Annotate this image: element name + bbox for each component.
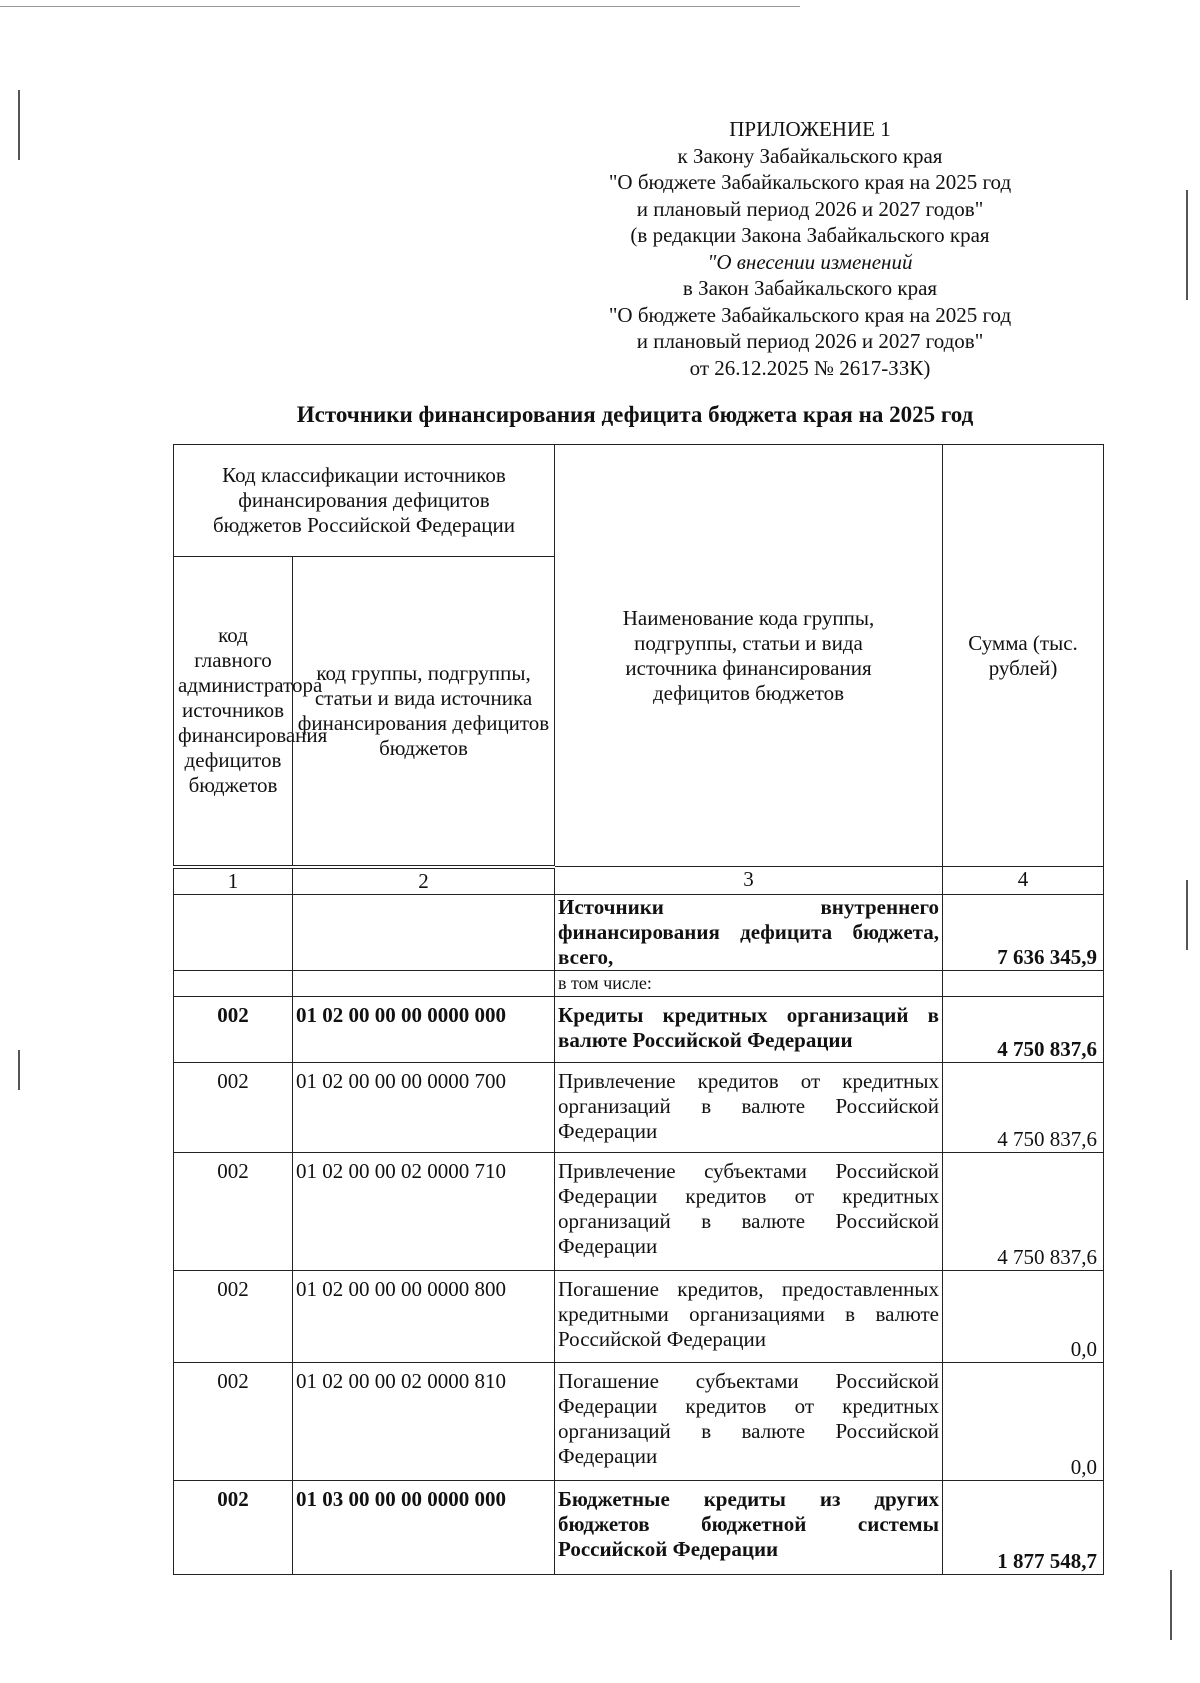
- header-line: (в редакции Закона Забайкальского края: [630, 223, 990, 247]
- row-name: Привлечение кредитов от кредитных организаций в валюте Российской Федерации: [555, 1062, 943, 1152]
- row-name: Кредиты кредитных организаций в валюте Российской Федерации: [555, 996, 943, 1062]
- row-code: 01 03 00 00 00 0000 000: [293, 1480, 555, 1574]
- row-sum: 4 750 837,6: [943, 1152, 1104, 1270]
- col-number: 2: [293, 867, 555, 895]
- row-admin: 002: [174, 1152, 293, 1270]
- appendix-header: [560, 116, 1060, 381]
- total-name: Источники внутреннего финансирования дефицита бюджета, всего,: [555, 894, 943, 970]
- row-sum: 1 877 548,7: [943, 1480, 1104, 1574]
- scan-mark-left: [18, 1050, 20, 1090]
- row-name: Привлечение субъектами Российской Федерации кредитов от кредитных организаций в валюте Российской Федерации: [555, 1152, 943, 1270]
- row-code: 01 02 00 00 02 0000 810: [293, 1362, 555, 1480]
- header-line: "О бюджете Забайкальского края на 2025 год: [608, 170, 1012, 194]
- including-label: в том числе:: [555, 970, 943, 996]
- row-sum: 0,0: [943, 1362, 1104, 1480]
- head-col2: код группы, подгруппы, статьи и вида источника финансирования дефицитов бюджетов: [293, 557, 555, 867]
- scan-mark-right: [1170, 1570, 1172, 1640]
- header-line: и плановый период 2026 и 2027 годов": [636, 196, 984, 221]
- sources-table: [173, 444, 1104, 1575]
- row-name: Бюджетные кредиты из других бюджетов бюджетной системы Российской Федерации: [555, 1480, 943, 1574]
- row-name: Погашение кредитов, предоставленных кредитными организациями в валюте Российской Федерации: [555, 1270, 943, 1362]
- row-sum: 4 750 837,6: [943, 1062, 1104, 1152]
- head-col4: Сумма (тыс. рублей): [943, 445, 1104, 867]
- col-number: 3: [555, 867, 943, 895]
- header-line: к Закону Забайкальского края: [677, 143, 943, 168]
- row-code: 01 02 00 00 00 0000 800: [293, 1270, 555, 1362]
- row-sum: 0,0: [943, 1270, 1104, 1362]
- row-sum: 4 750 837,6: [943, 996, 1104, 1062]
- row-admin: 002: [174, 1062, 293, 1152]
- header-line: "О внесении изменений: [707, 249, 913, 274]
- head-col3: Наименование кода группы, подгруппы, статьи и вида источника финансирования дефицитов бюджетов: [555, 445, 943, 867]
- row-code: 01 02 00 00 00 0000 000: [293, 996, 555, 1062]
- total-sum: 7 636 345,9: [943, 894, 1104, 970]
- scan-mark-left: [18, 90, 20, 160]
- header-line: в Закон Забайкальского края: [682, 276, 938, 300]
- scan-mark-right: [1186, 880, 1188, 950]
- row-admin: 002: [174, 1362, 293, 1480]
- scan-line-top: [0, 6, 800, 7]
- row-code: 01 02 00 00 02 0000 710: [293, 1152, 555, 1270]
- header-line: ПРИЛОЖЕНИЕ 1: [729, 117, 891, 141]
- col-number: 4: [943, 867, 1104, 895]
- col-number: 1: [174, 867, 293, 895]
- header-line: от 26.12.2025 № 2617-ЗЗК): [689, 355, 931, 380]
- document-title: Источники финансирования дефицита бюджета края на 2025 год: [296, 402, 974, 427]
- header-line: и плановый период 2026 и 2027 годов": [636, 329, 984, 353]
- head-col1: код главного администратора источников финансирования дефицитов бюджетов: [174, 557, 293, 867]
- row-code: 01 02 00 00 00 0000 700: [293, 1062, 555, 1152]
- row-admin: 002: [174, 1270, 293, 1362]
- scan-mark-right: [1186, 190, 1188, 300]
- head-group: Код классификации источников финансирования дефицитов бюджетов Российской Федерации: [174, 445, 555, 557]
- header-line: "О бюджете Забайкальского края на 2025 год: [608, 302, 1012, 327]
- row-admin: 002: [174, 996, 293, 1062]
- row-admin: 002: [174, 1480, 293, 1574]
- row-name: Погашение субъектами Российской Федерации кредитов от кредитных организаций в валюте Российской Федерации: [555, 1362, 943, 1480]
